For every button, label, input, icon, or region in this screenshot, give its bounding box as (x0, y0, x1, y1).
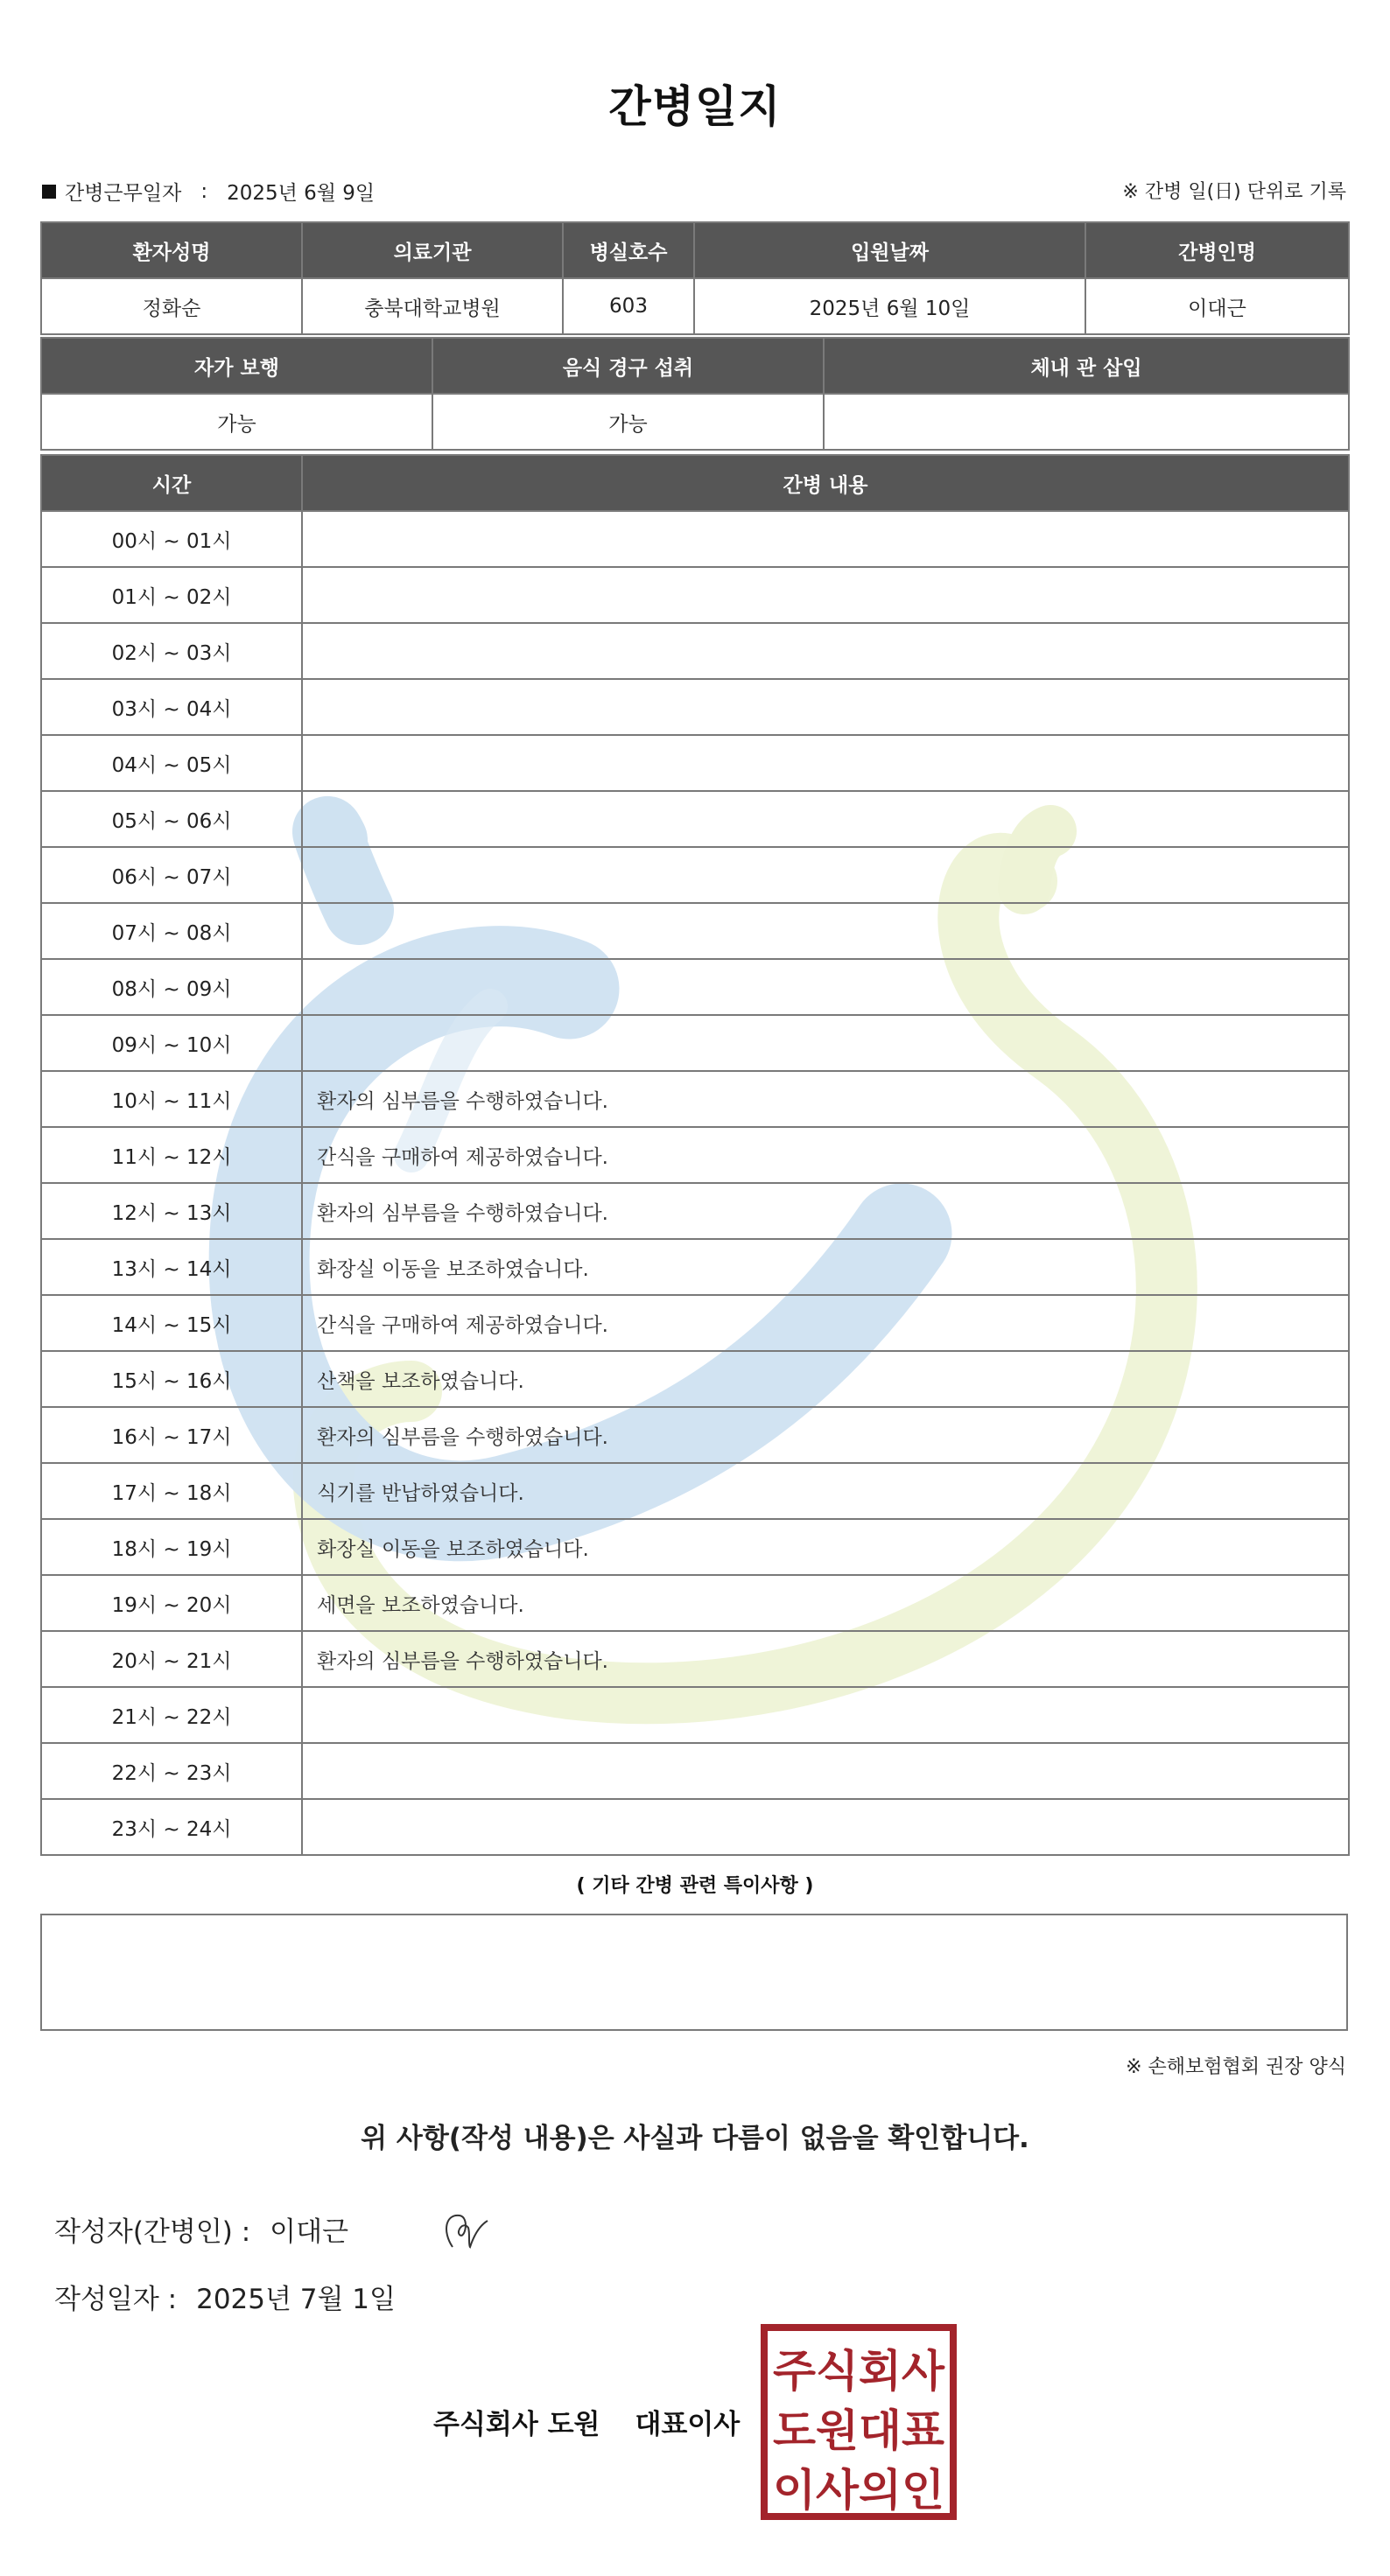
log-time: 22시 ~ 23시 (41, 1743, 302, 1799)
status-value-row (41, 394, 1349, 450)
log-row (41, 1743, 1349, 1799)
patient-header-row (41, 222, 1349, 278)
log-content: 간식을 구매하여 제공하였습니다. (302, 1127, 1349, 1183)
log-row (41, 1295, 1349, 1351)
log-content (302, 735, 1349, 791)
log-row (41, 1799, 1349, 1855)
log-content: 환자의 심부름을 수행하였습니다. (302, 1071, 1349, 1127)
header-patient-name: 환자성명 (41, 222, 302, 278)
ceo-label: 대표이사 (635, 2409, 741, 2440)
log-time: 23시 ~ 24시 (41, 1799, 302, 1855)
log-content (302, 847, 1349, 903)
patient-status-table (40, 337, 1350, 451)
log-row (41, 1351, 1349, 1407)
log-row (41, 959, 1349, 1015)
work-date-label: 간병근무일자 (65, 182, 182, 205)
log-time: 14시 ~ 15시 (41, 1295, 302, 1351)
log-content (302, 959, 1349, 1015)
log-time: 06시 ~ 07시 (41, 847, 302, 903)
log-time: 02시 ~ 03시 (41, 623, 302, 679)
log-row (41, 1183, 1349, 1239)
write-date-label: 작성일자 : (54, 2284, 178, 2315)
log-content (302, 1015, 1349, 1071)
log-row (41, 1015, 1349, 1071)
confirmation-statement: 위 사항(작성 내용)은 사실과 다름이 없음을 확인합니다. (361, 2123, 1029, 2154)
log-row (41, 1519, 1349, 1575)
log-row (41, 735, 1349, 791)
log-time: 03시 ~ 04시 (41, 679, 302, 735)
patient-value-row (41, 278, 1349, 334)
notes-title: ( 기타 간병 관련 특이사항 ) (576, 1875, 814, 1897)
log-row (41, 623, 1349, 679)
log-time: 11시 ~ 12시 (41, 1127, 302, 1183)
log-row (41, 1463, 1349, 1519)
header-time: 시간 (41, 455, 302, 511)
log-row (41, 679, 1349, 735)
log-content: 산책을 보조하였습니다. (302, 1351, 1349, 1407)
patient-name: 정화순 (41, 278, 302, 334)
write-date-line (54, 2277, 396, 2316)
log-header-row (41, 455, 1349, 511)
log-content: 환자의 심부름을 수행하였습니다. (302, 1183, 1349, 1239)
seal-line-2: 도원대표 (773, 2405, 945, 2456)
log-content: 환자의 심부름을 수행하였습니다. (302, 1631, 1349, 1687)
room-number: 603 (563, 278, 694, 334)
log-time: 04시 ~ 05시 (41, 735, 302, 791)
recommend-note: ※ 손해보험협회 권장 양식 (1126, 2056, 1346, 2078)
company-name: 주식회사 도원 (433, 2409, 600, 2440)
log-row (41, 791, 1349, 847)
work-date-separator: : (200, 179, 208, 203)
log-time: 17시 ~ 18시 (41, 1463, 302, 1519)
writer-value: 이대근 (270, 2216, 349, 2248)
work-date-value: 2025년 6월 9일 (227, 182, 376, 205)
log-content: 화장실 이동을 보조하였습니다. (302, 1519, 1349, 1575)
work-date (42, 177, 375, 206)
header-hospital: 의료기관 (302, 222, 563, 278)
log-row (41, 1575, 1349, 1631)
header-self-walking: 자가 보행 (41, 338, 432, 394)
log-row (41, 1631, 1349, 1687)
log-time: 18시 ~ 19시 (41, 1519, 302, 1575)
log-content (302, 623, 1349, 679)
log-time: 20시 ~ 21시 (41, 1631, 302, 1687)
document-title: 간병일지 (608, 81, 782, 132)
log-time: 05시 ~ 06시 (41, 791, 302, 847)
log-content: 화장실 이동을 보조하였습니다. (302, 1239, 1349, 1295)
log-row (41, 1127, 1349, 1183)
log-content (302, 511, 1349, 567)
log-time: 08시 ~ 09시 (41, 959, 302, 1015)
seal-line-1: 주식회사 (773, 2346, 945, 2397)
log-row (41, 847, 1349, 903)
caregiver-name: 이대근 (1085, 278, 1349, 334)
log-row (41, 567, 1349, 623)
bullet-square-icon (42, 185, 56, 199)
write-date-value: 2025년 7월 1일 (196, 2284, 396, 2315)
seal-line-3: 이사의인 (773, 2465, 944, 2516)
log-time: 10시 ~ 11시 (41, 1071, 302, 1127)
self-walking-value: 가능 (41, 394, 432, 450)
log-content (302, 567, 1349, 623)
header-care-content: 간병 내용 (302, 455, 1349, 511)
tube-insertion-value (824, 394, 1349, 450)
writer-line (54, 2209, 348, 2249)
log-content: 환자의 심부름을 수행하였습니다. (302, 1407, 1349, 1463)
log-time: 07시 ~ 08시 (41, 903, 302, 959)
header-tube-insertion: 체내 관 삽입 (824, 338, 1349, 394)
hospital: 충북대학교병원 (302, 278, 563, 334)
log-time: 13시 ~ 14시 (41, 1239, 302, 1295)
header-room-number: 병실호수 (563, 222, 694, 278)
header-oral-intake: 음식 경구 섭취 (432, 338, 824, 394)
log-content: 세면을 보조하였습니다. (302, 1575, 1349, 1631)
log-row (41, 1687, 1349, 1743)
log-row (41, 903, 1349, 959)
log-row (41, 1239, 1349, 1295)
status-header-row (41, 338, 1349, 394)
log-content: 식기를 반납하였습니다. (302, 1463, 1349, 1519)
notes-box (40, 1914, 1348, 2031)
log-time: 15시 ~ 16시 (41, 1351, 302, 1407)
company-seal-icon (760, 2323, 958, 2521)
writer-label: 작성자(간병인) : (54, 2216, 251, 2248)
admission-date: 2025년 6월 10일 (694, 278, 1085, 334)
header-caregiver-name: 간병인명 (1085, 222, 1349, 278)
log-time: 01시 ~ 02시 (41, 567, 302, 623)
log-row (41, 511, 1349, 567)
log-time: 12시 ~ 13시 (41, 1183, 302, 1239)
log-content (302, 1687, 1349, 1743)
log-row (41, 1071, 1349, 1127)
log-time: 00시 ~ 01시 (41, 511, 302, 567)
unit-note: ※ 간병 일(日) 단위로 기록 (1122, 181, 1346, 203)
oral-intake-value: 가능 (432, 394, 824, 450)
company-line (433, 2402, 740, 2441)
care-log-table (40, 454, 1350, 1856)
log-content (302, 903, 1349, 959)
log-content (302, 791, 1349, 847)
signature-icon (433, 2205, 503, 2258)
log-row (41, 1407, 1349, 1463)
log-content (302, 679, 1349, 735)
log-time: 16시 ~ 17시 (41, 1407, 302, 1463)
log-time: 09시 ~ 10시 (41, 1015, 302, 1071)
log-time: 21시 ~ 22시 (41, 1687, 302, 1743)
log-time: 19시 ~ 20시 (41, 1575, 302, 1631)
header-admission-date: 입원날짜 (694, 222, 1085, 278)
patient-info-table (40, 221, 1350, 335)
log-content: 간식을 구매하여 제공하였습니다. (302, 1295, 1349, 1351)
log-content (302, 1743, 1349, 1799)
log-content (302, 1799, 1349, 1855)
